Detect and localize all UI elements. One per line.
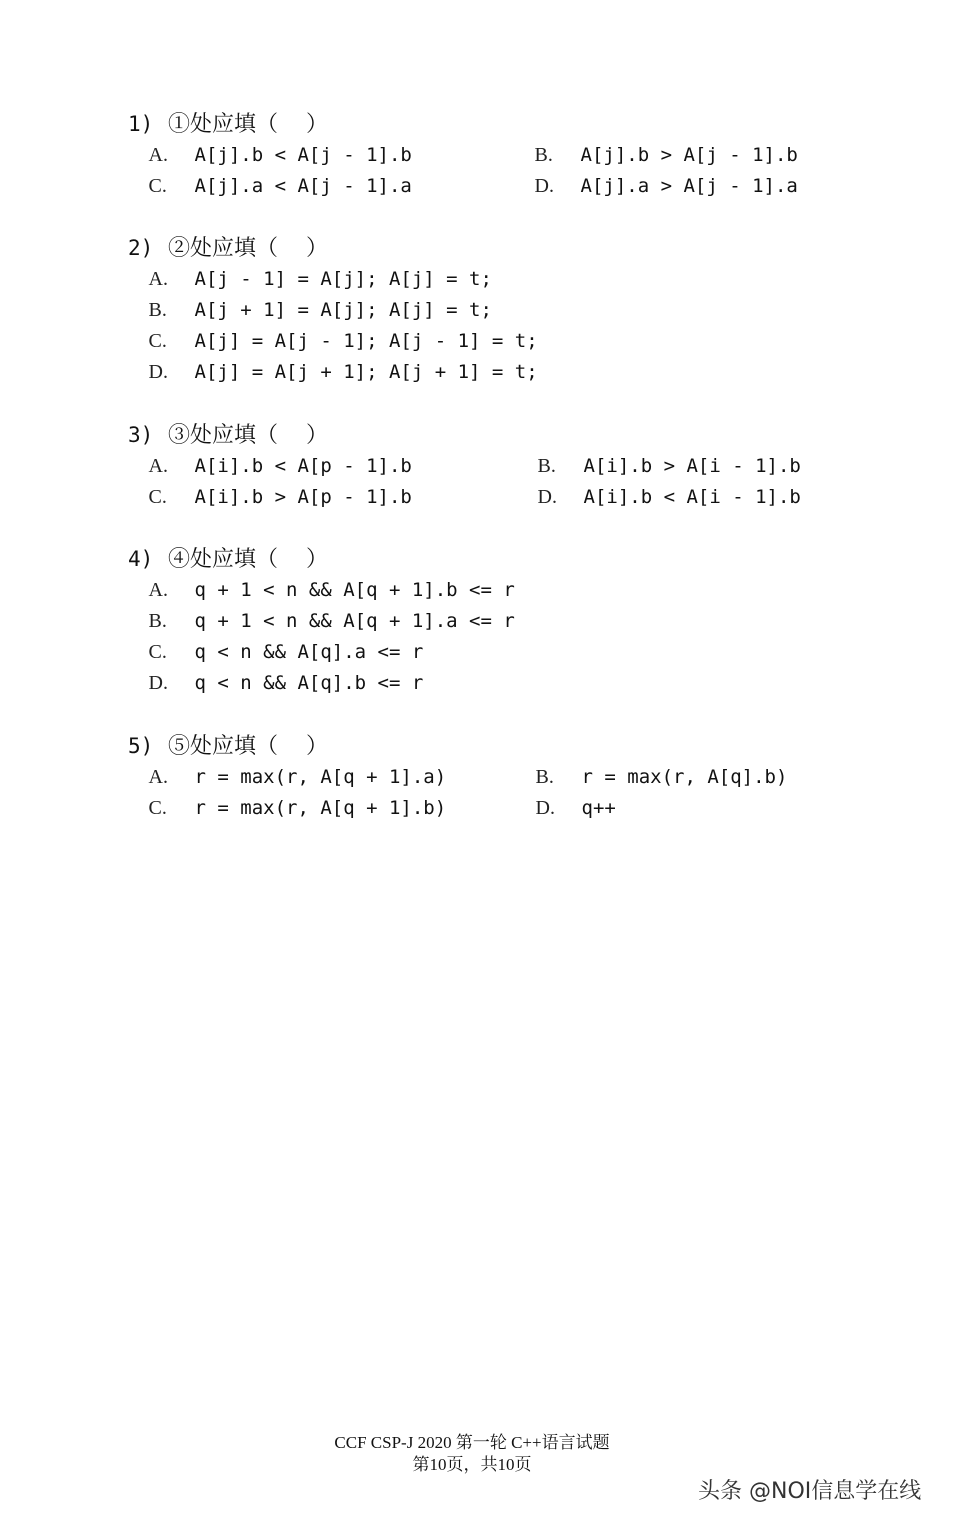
option-code: r = max(r, A[q].b) <box>581 766 788 788</box>
option-letter: A. <box>148 144 168 166</box>
option-letter: B. <box>148 299 167 321</box>
option-letter: C. <box>148 175 167 197</box>
question-number: 4) <box>127 547 154 571</box>
question-title <box>100 513 328 572</box>
option-letter: D. <box>148 672 168 694</box>
option-letter: A. <box>148 579 168 601</box>
option-row <box>100 762 616 819</box>
footer-page-number: 第10页，共10页 <box>412 1455 532 1474</box>
option-code: r = max(r, A[q + 1].b) <box>194 797 447 819</box>
option-d <box>505 762 616 855</box>
option-code: A[j + 1] = A[j]; A[j] = t; <box>194 299 492 321</box>
option-row <box>100 451 801 508</box>
question-title <box>100 700 328 759</box>
option-row <box>100 109 798 166</box>
question-4 <box>100 513 515 694</box>
option-code: q < n && A[q].a <= r <box>194 641 424 663</box>
option-letter: A. <box>148 455 168 477</box>
option-letter: C. <box>148 797 167 819</box>
option-letter: C. <box>148 641 167 663</box>
option-letter: D. <box>537 486 557 508</box>
option-letter: C. <box>148 486 167 508</box>
option-letter: A. <box>148 268 168 290</box>
option-row <box>100 544 515 601</box>
question-2 <box>100 202 538 383</box>
footer-exam-title: CCF CSP-J 2020 第一轮 C++语言试题 <box>334 1433 610 1452</box>
option-code: A[j] = A[j + 1]; A[j + 1] = t; <box>194 361 538 383</box>
question-title <box>100 78 328 137</box>
option-c <box>118 762 446 855</box>
option-row <box>100 233 492 290</box>
option-code: r = max(r, A[q + 1].a) <box>194 766 447 788</box>
option-row <box>100 731 788 788</box>
option-code: q++ <box>581 797 616 819</box>
question-5 <box>100 700 788 819</box>
question-number: 2) <box>127 236 154 260</box>
option-d <box>507 451 801 544</box>
question-title <box>100 389 328 448</box>
option-row <box>100 264 492 321</box>
option-row <box>100 420 801 477</box>
option-code: q < n && A[q].b <= r <box>194 672 424 694</box>
option-code: A[j].a < A[j - 1].a <box>194 175 412 197</box>
option-letter: B. <box>534 144 553 166</box>
question-prompt: ②处应填（ ） <box>167 236 328 261</box>
option-code: A[j].b < A[j - 1].b <box>194 144 412 166</box>
question-prompt: ③处应填（ ） <box>167 423 328 448</box>
option-letter: D. <box>534 175 554 197</box>
option-code: A[j - 1] = A[j]; A[j] = t; <box>194 268 492 290</box>
question-prompt: ①处应填（ ） <box>167 112 328 137</box>
option-code: q + 1 < n && A[q + 1].a <= r <box>194 610 515 632</box>
option-letter: D. <box>535 797 555 819</box>
question-1 <box>100 78 798 197</box>
option-letter: D. <box>148 361 168 383</box>
option-code: A[j].a > A[j - 1].a <box>580 175 798 197</box>
option-d <box>504 140 798 233</box>
option-letter: C. <box>148 330 167 352</box>
option-letter: A. <box>148 766 168 788</box>
option-row <box>100 326 538 383</box>
question-number: 3) <box>127 423 154 447</box>
option-code: A[i].b > A[i - 1].b <box>583 455 801 477</box>
option-code: A[i].b < A[i - 1].b <box>583 486 801 508</box>
option-code: A[j].b > A[j - 1].b <box>580 144 798 166</box>
option-code: A[i].b < A[p - 1].b <box>194 455 412 477</box>
option-letter: B. <box>535 766 554 788</box>
question-number: 5) <box>127 734 154 758</box>
watermark: 头条 @NOI信息学在线 <box>698 1479 922 1504</box>
option-code: q + 1 < n && A[q + 1].b <= r <box>194 579 515 601</box>
option-row <box>100 637 424 694</box>
option-code: A[i].b > A[p - 1].b <box>194 486 412 508</box>
question-title <box>100 202 328 261</box>
option-letter: B. <box>148 610 167 632</box>
question-3 <box>100 389 801 508</box>
question-prompt: ⑤处应填（ ） <box>167 734 328 759</box>
question-prompt: ④处应填（ ） <box>167 547 328 572</box>
option-letter: B. <box>537 455 556 477</box>
page-footer <box>0 1432 944 1476</box>
question-number: 1) <box>127 112 154 136</box>
option-code: A[j] = A[j - 1]; A[j - 1] = t; <box>194 330 538 352</box>
